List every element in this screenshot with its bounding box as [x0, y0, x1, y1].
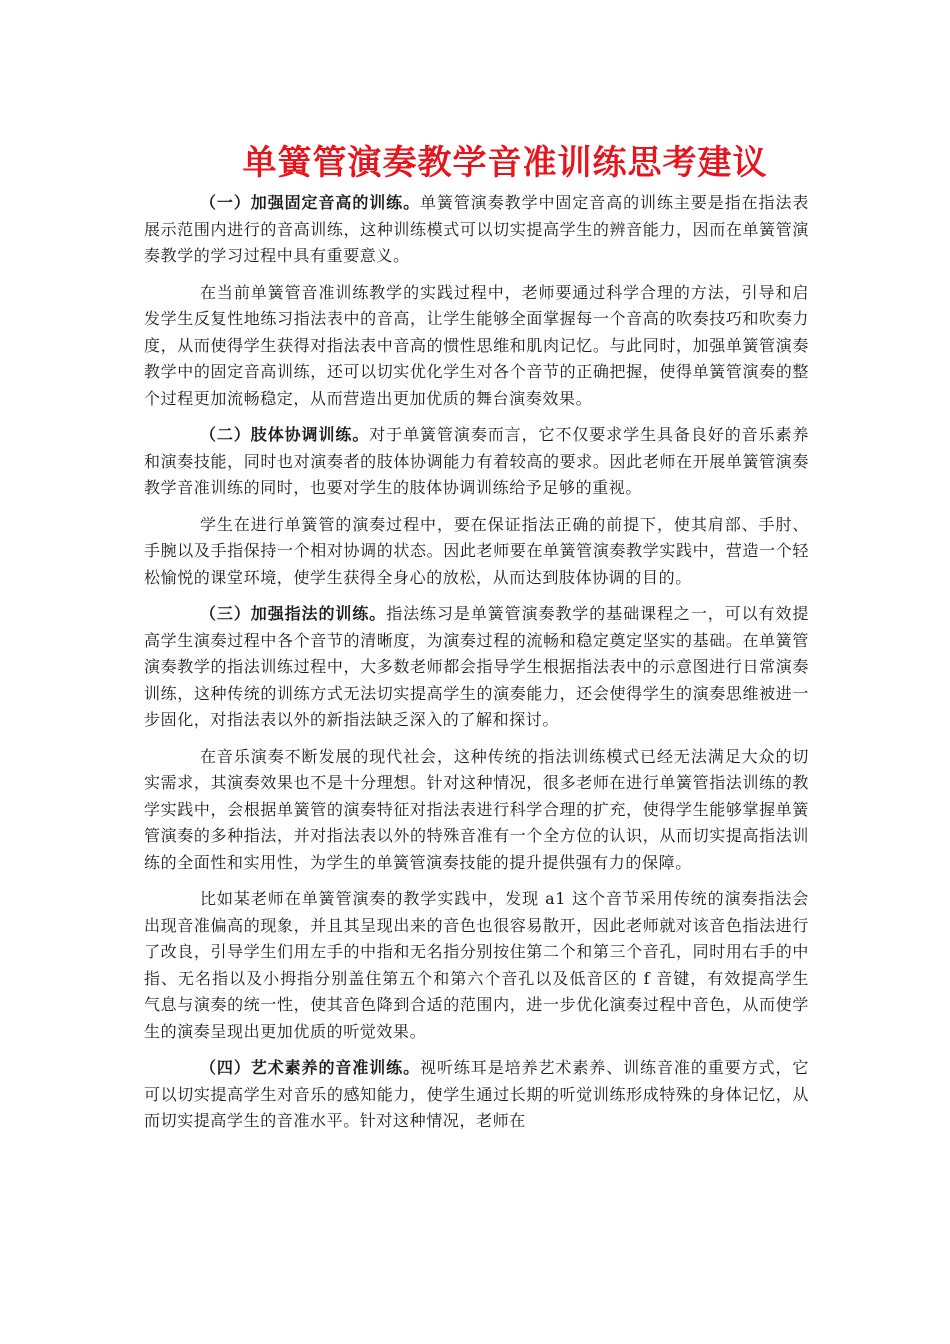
- document-body: [144, 190, 809, 1145]
- paragraph-5: [144, 601, 809, 734]
- paragraph-1: [144, 190, 809, 270]
- paragraph-text: 学生在进行单簧管的演奏过程中，要在保证指法正确的前提下，使其肩部、手肘、手腕以及手指保持一个相对协调的状态。因此老师要在单簧管演奏教学实践中，营造一个轻松愉悦的课堂环境，使学生获得全身心的放松，从而达到肢体协调的目的。: [144, 514, 809, 587]
- paragraph-4: [144, 512, 809, 592]
- paragraph-6: [144, 744, 809, 877]
- document-title: 单簧管演奏教学音准训练思考建议: [242, 143, 768, 183]
- paragraph-2: [144, 280, 809, 413]
- paragraph-text: 对于单簧管演奏而言，它不仅要求学生具备良好的音乐素养和演奏技能，同时也对演奏者的肢体协调能力有着较高的要求。因此老师在开展单簧管演奏教学音准训练的同时，也要对学生的肢体协调训练给予足够的重视。: [144, 425, 809, 497]
- paragraph-text: 视听练耳是培养艺术素养、训练音准的重要方式，它可以切实提高学生对音乐的感知能力，使学生通过长期的听觉训练形成特殊的身体记忆，从而切实提高学生的音准水平。针对这种情况，老师在: [144, 1058, 809, 1130]
- section-heading-1: （一）加强固定音高的训练。: [200, 193, 421, 212]
- section-heading-3: （三）加强指法的训练。: [200, 604, 387, 623]
- paragraph-text: 在当前单簧管音准训练教学的实践过程中，老师要通过科学合理的方法，引导和启发学生反复性地练习指法表中的音高，让学生能够全面掌握每一个音高的吹奏技巧和吹奏力度，从而使得学生获得对指法表中音高的惯性思维和肌肉记忆。与此同时，加强单簧管演奏教学中的固定音高训练，还可以切实优化学生对各个音节的正确把握，使得单簧管演奏的整个过程更加流畅稳定，从而营造出更加优质的舞台演奏效果。: [144, 282, 809, 408]
- paragraph-text: 在音乐演奏不断发展的现代社会，这种传统的指法训练模式已经无法满足大众的切实需求，其演奏效果也不是十分理想。针对这种情况，很多老师在进行单簧管指法训练的教学实践中，会根据单簧管的演奏特征对指法表进行科学合理的扩充，使得学生能够掌握单簧管演奏的多种指法，并对指法表以外的特殊音准有一个全方位的认识，从而切实提高指法训练的全面性和实用性，为学生的单簧管演奏技能的提升提供强有力的保障。: [144, 746, 809, 872]
- paragraph-8: [144, 1055, 809, 1135]
- paragraph-7: [144, 886, 809, 1045]
- section-heading-2: （二）肢体协调训练。: [200, 425, 370, 444]
- section-heading-4: （四）艺术素养的音准训练。: [200, 1058, 421, 1077]
- paragraph-text: 单簧管演奏教学中固定音高的训练主要是指在指法表展示范围内进行的音高训练，这种训练模式可以切实提高学生的辨音能力，因而在单簧管演奏教学的学习过程中具有重要意义。: [144, 193, 809, 265]
- paragraph-3: [144, 422, 809, 502]
- paragraph-text: 比如某老师在单簧管演奏的教学实践中，发现 a1 这个音节采用传统的演奏指法会出现音准偏高的现象，并且其呈现出来的音色也很容易散开，因此老师就对该音色指法进行了改良，引导学生们用左手的中指和无名指分别按住第二个和第三个音孔，同时用右手的中指、无名指以及小拇指分别盖住第五个和第六个音孔以及低音区的 f 音键，有效提高学生气息与演奏的统一性，使其音色降到合适的范围内，进一步优化演奏过程中音色，从而使学生的演奏呈现出更加优质的听觉效果。: [144, 889, 809, 1041]
- paragraph-text: 指法练习是单簧管演奏教学的基础课程之一，可以有效提高学生演奏过程中各个音节的清晰度，为演奏过程的流畅和稳定奠定坚实的基础。在单簧管演奏教学的指法训练过程中，大多数老师都会指导学生根据指法表中的示意图进行日常演奏训练，这种传统的训练方式无法切实提高学生的演奏能力，还会使得学生的演奏思维被进一步固化，对指法表以外的新指法缺乏深入的了解和探讨。: [144, 604, 809, 729]
